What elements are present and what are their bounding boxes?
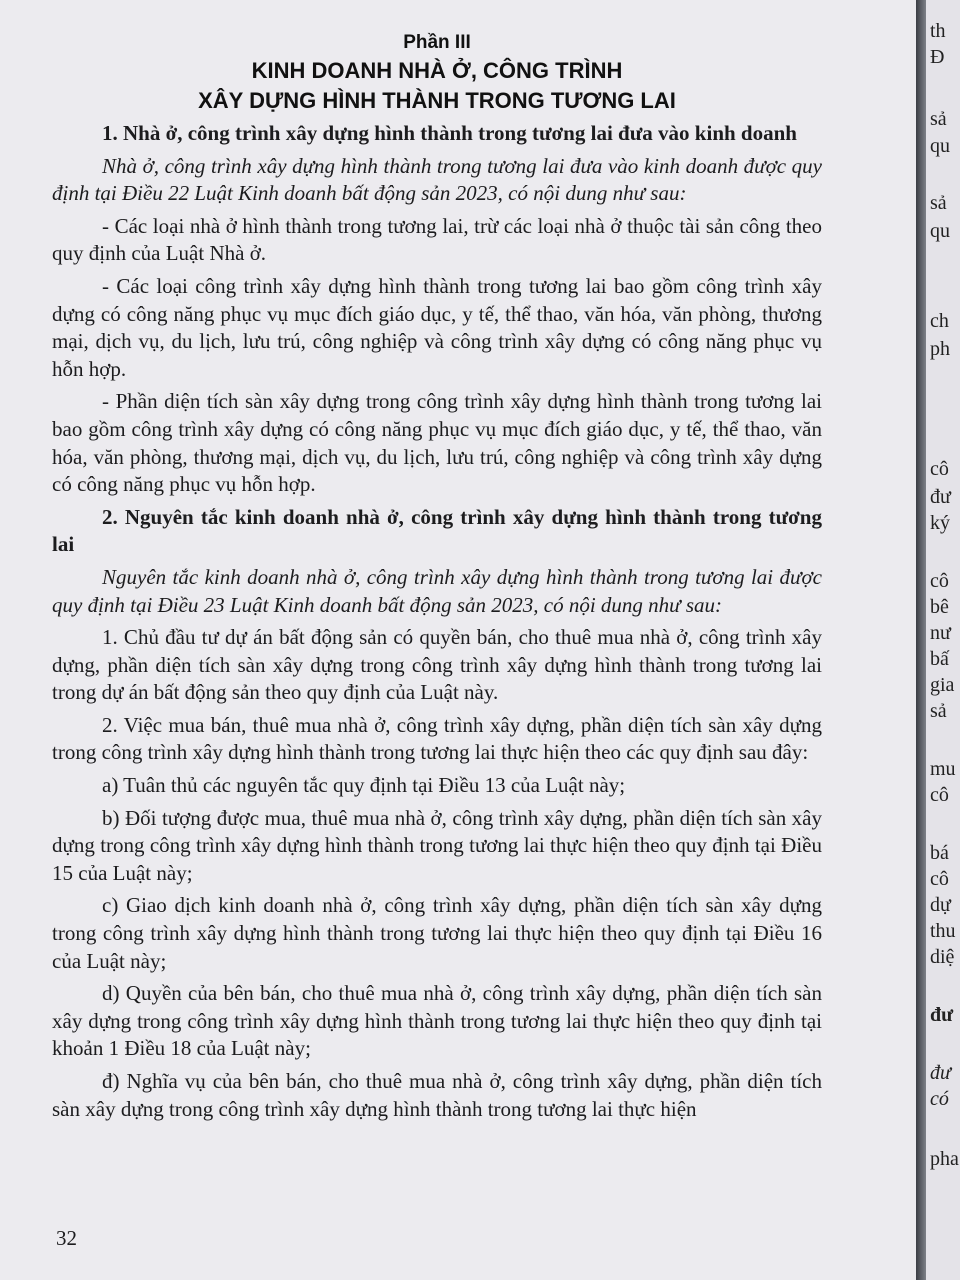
section2-item: 2. Việc mua bán, thuê mua nhà ở, công trình xây dựng, phần diện tích sàn xây dựng trong công trình xây dựng hình thành trong tương lai thực hiện theo các quy định sau đây: (52, 712, 822, 765)
page-content (52, 30, 822, 1128)
right-page-fragment: pha (930, 1148, 959, 1170)
section1-item: - Phần diện tích sàn xây dựng trong công trình xây dựng hình thành trong tương lai bao gồm công trình xây dựng có công năng phục vụ mục đích giáo dục, y tế, thể thao, văn hóa, văn phòng, thương mại, dịch vụ, du lịch, lưu trú, công nghiệp và công trình xây dựng có công năng phục vụ hỗn hợp. (52, 389, 822, 497)
right-page-fragment: qu (930, 220, 950, 242)
right-page-fragment: dự (930, 894, 951, 916)
right-page-fragment: cô (930, 868, 949, 890)
right-page-fragment: cô (930, 570, 949, 592)
right-page-fragment: th (930, 20, 946, 42)
section2-item: c) Giao dịch kinh doanh nhà ở, công trình xây dựng, phần diện tích sàn xây dựng trong công trình xây dựng hình thành trong tương lai thực hiện theo quy định tại Điều 16 của Luật này; (52, 893, 822, 973)
right-page-fragment: gia (930, 674, 955, 696)
right-page-fragment: bấ (930, 648, 949, 670)
right-page-fragment: sả (930, 192, 947, 214)
right-page-fragment: qu (930, 135, 950, 157)
right-page-fragment: diệ (930, 946, 955, 968)
right-page-fragment: thu (930, 920, 956, 942)
section1-intro: Nhà ở, công trình xây dựng hình thành trong tương lai đưa vào kinh doanh được quy định tại Điều 22 Luật Kinh doanh bất động sản 2023, có nội dung như sau: (52, 153, 822, 206)
right-page-fragment: ph (930, 338, 950, 360)
right-page-fragment: đư (930, 1004, 954, 1026)
right-page-fragment: nư (930, 622, 951, 644)
section2-item: đ) Nghĩa vụ của bên bán, cho thuê mua nhà ở, công trình xây dựng, phần diện tích sàn xây dựng trong công trình xây dựng hình thành trong tương lai thực hiện (52, 1069, 822, 1121)
right-page-fragment: ký (930, 512, 950, 534)
right-page-fragment: bá (930, 842, 949, 864)
book-page-right-edge (926, 0, 960, 1280)
right-page-fragment: ch (930, 310, 949, 332)
right-page-fragment: mu (930, 758, 956, 780)
section1-heading: 1. Nhà ở, công trình xây dựng hình thành trong tương lai đưa vào kinh doanh (102, 121, 797, 145)
chapter-title-line1: KINH DOANH NHÀ Ở, CÔNG TRÌNH (251, 58, 623, 83)
section1-item: - Các loại nhà ở hình thành trong tương lai, trừ các loại nhà ở thuộc tài sản công theo quy định của Luật Nhà ở. (52, 213, 822, 266)
right-page-fragment: đư (930, 1062, 951, 1084)
right-page-fragment: cô (930, 784, 949, 806)
part-label: Phần III (403, 32, 471, 53)
section2-item: d) Quyền của bên bán, cho thuê mua nhà ở, công trình xây dựng, phần diện tích sàn xây dựng trong công trình xây dựng hình thành trong tương lai thực hiện theo quy định tại khoản 1 Điều 18 của Luật này; (52, 981, 822, 1061)
right-page-fragment: có (930, 1088, 949, 1110)
right-page-fragment: Đ (930, 46, 945, 68)
page-number: 32 (56, 1226, 77, 1250)
section2-item: a) Tuân thủ các nguyên tắc quy định tại Điều 13 của Luật này; (102, 773, 626, 798)
section1-item: - Các loại công trình xây dựng hình thành trong tương lai bao gồm công trình xây dựng có công năng phục vụ mục đích giáo dục, y tế, thể thao, văn hóa, văn phòng, thương mại, dịch vụ, du lịch, lưu trú, công nghiệp và công trình xây dựng có công năng phục vụ hỗn hợp. (52, 273, 822, 381)
chapter-title-line2: XÂY DỰNG HÌNH THÀNH TRONG TƯƠNG LAI (198, 88, 676, 113)
right-page-fragment: đư (930, 486, 951, 508)
right-page-fragment: sả (930, 108, 947, 130)
section2-heading: 2. Nguyên tắc kinh doanh nhà ở, công trình xây dựng hình thành trong tương lai (52, 504, 822, 557)
section2-item: b) Đối tượng được mua, thuê mua nhà ở, công trình xây dựng, phần diện tích sàn xây dựng trong công trình xây dựng hình thành trong tương lai thực hiện theo quy định tại Điều 15 của Luật này; (52, 805, 822, 885)
right-page-fragment: bê (930, 596, 949, 618)
section2-item: 1. Chủ đầu tư dự án bất động sản có quyền bán, cho thuê mua nhà ở, công trình xây dựng, phần diện tích sàn xây dựng trong công trình xây dựng hình thành trong tương lai trong dự án bất động sản theo quy định của Luật này. (52, 625, 822, 705)
right-page-fragment: cô (930, 458, 949, 480)
right-page-fragment: sả (930, 700, 947, 722)
section2-intro: Nguyên tắc kinh doanh nhà ở, công trình xây dựng hình thành trong tương lai được quy định tại Điều 23 Luật Kinh doanh bất động sản 2023, có nội dung như sau: (52, 564, 822, 617)
